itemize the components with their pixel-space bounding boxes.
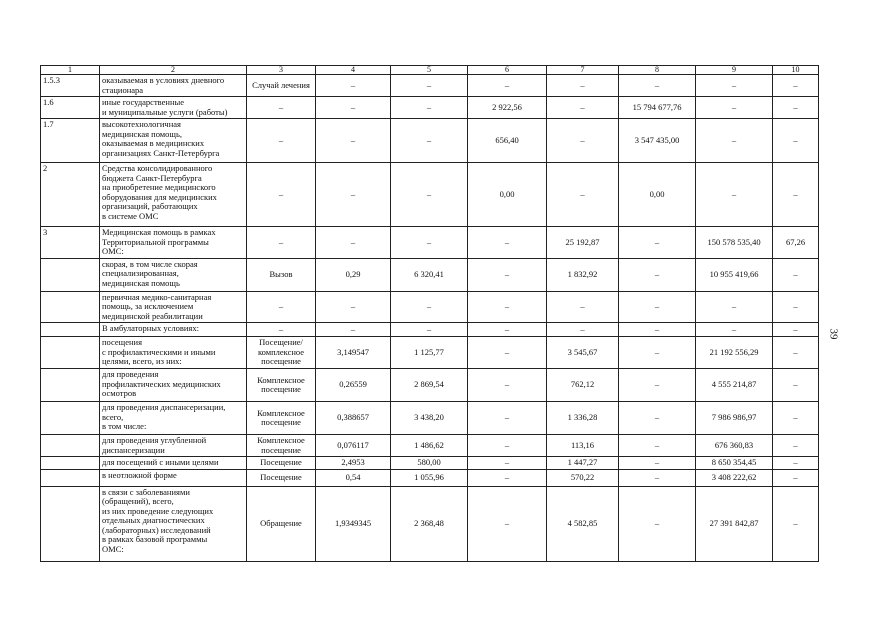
table-cell: в неотложной форме xyxy=(100,469,247,486)
table-cell: 27 391 842,87 xyxy=(696,486,773,561)
table-cell: – xyxy=(619,402,696,435)
table-cell: Случай лечения xyxy=(247,75,316,97)
table-cell: – xyxy=(619,369,696,402)
table-cell: для посещений с иными целями xyxy=(100,457,247,470)
table-cell: – xyxy=(247,227,316,259)
table-cell: – xyxy=(773,75,819,97)
table-cell: 1 055,96 xyxy=(391,469,468,486)
table-cell: 25 192,87 xyxy=(547,227,619,259)
table-cell xyxy=(41,369,100,402)
table-cell: – xyxy=(773,435,819,457)
table-cell: 0,29 xyxy=(316,258,391,291)
table-row xyxy=(41,163,819,227)
header-row xyxy=(41,66,819,75)
table-cell: – xyxy=(391,323,468,337)
table-row xyxy=(41,97,819,119)
table-cell: – xyxy=(619,457,696,470)
table-cell xyxy=(41,258,100,291)
table-cell: – xyxy=(773,457,819,470)
table-row xyxy=(41,119,819,163)
table-row xyxy=(41,457,819,470)
table-cell xyxy=(41,323,100,337)
table-cell: 1 832,92 xyxy=(547,258,619,291)
table-cell: – xyxy=(619,486,696,561)
header-cell: 6 xyxy=(468,66,547,75)
table-cell: 113,16 xyxy=(547,435,619,457)
table-row xyxy=(41,337,819,369)
table-cell: 4 555 214,87 xyxy=(696,369,773,402)
table-cell: Медицинская помощь в рамках Территориальной программы ОМС: xyxy=(100,227,247,259)
table-cell: – xyxy=(247,323,316,337)
table-cell: – xyxy=(391,97,468,119)
table-cell: Комплексное посещение xyxy=(247,369,316,402)
table-cell xyxy=(41,469,100,486)
table-cell: 7 986 986,97 xyxy=(696,402,773,435)
table-cell: 3 438,20 xyxy=(391,402,468,435)
table-cell: – xyxy=(468,75,547,97)
table-cell: – xyxy=(696,323,773,337)
table-cell: – xyxy=(696,119,773,163)
table-cell: 0,00 xyxy=(468,163,547,227)
table-cell: 0,00 xyxy=(619,163,696,227)
table-cell: 1 125,77 xyxy=(391,337,468,369)
table-cell: – xyxy=(391,75,468,97)
table-cell: 1 336,28 xyxy=(547,402,619,435)
table-cell: – xyxy=(547,97,619,119)
table-cell: 2 368,48 xyxy=(391,486,468,561)
table-cell: 0,076117 xyxy=(316,435,391,457)
table-cell: В амбулаторных условиях: xyxy=(100,323,247,337)
table-cell: – xyxy=(773,402,819,435)
table-cell: 4 582,85 xyxy=(547,486,619,561)
table-cell xyxy=(41,435,100,457)
table-cell: 150 578 535,40 xyxy=(696,227,773,259)
header-cell: 9 xyxy=(696,66,773,75)
table-cell: – xyxy=(316,291,391,323)
table-cell: – xyxy=(619,469,696,486)
table-cell: Обращение xyxy=(247,486,316,561)
table-cell: – xyxy=(773,97,819,119)
table-cell: 656,40 xyxy=(468,119,547,163)
table-cell: – xyxy=(316,75,391,97)
table-cell: 1.5.3 xyxy=(41,75,100,97)
table-cell: – xyxy=(247,291,316,323)
header-cell: 3 xyxy=(247,66,316,75)
table-cell: – xyxy=(619,323,696,337)
table-cell: скорая, в том числе скорая специализированная, медицинская помощь xyxy=(100,258,247,291)
table-cell: – xyxy=(547,163,619,227)
table-cell: – xyxy=(247,119,316,163)
table-cell: – xyxy=(619,291,696,323)
table-row xyxy=(41,435,819,457)
table-cell: 580,00 xyxy=(391,457,468,470)
table-cell: 676 360,83 xyxy=(696,435,773,457)
table-cell: – xyxy=(468,486,547,561)
table-cell: – xyxy=(696,97,773,119)
table-cell: Посещение xyxy=(247,457,316,470)
table-cell: – xyxy=(619,337,696,369)
table-cell: – xyxy=(619,227,696,259)
table-cell: – xyxy=(773,486,819,561)
table-cell: первичная медико-санитарная помощь, за исключением медицинской реабилитации xyxy=(100,291,247,323)
table-cell: 0,26559 xyxy=(316,369,391,402)
table-cell xyxy=(41,337,100,369)
table-cell: 8 650 354,45 xyxy=(696,457,773,470)
table-cell: – xyxy=(468,369,547,402)
table-cell: – xyxy=(468,435,547,457)
table-cell: – xyxy=(696,75,773,97)
table-cell: 762,12 xyxy=(547,369,619,402)
table-cell: в связи с заболеваниями (обращений), всего, из них проведение следующих отдельных диагностических (лабораторных) исследований в рамках базовой программы ОМС: xyxy=(100,486,247,561)
table-cell: Комплексное посещение xyxy=(247,402,316,435)
table-row xyxy=(41,291,819,323)
table-row xyxy=(41,402,819,435)
table-cell: – xyxy=(773,323,819,337)
table-cell: – xyxy=(316,119,391,163)
table-cell: – xyxy=(773,337,819,369)
table-cell: – xyxy=(316,227,391,259)
table-cell: – xyxy=(468,337,547,369)
budget-table xyxy=(40,65,819,562)
table-cell: – xyxy=(391,163,468,227)
table-cell: – xyxy=(391,291,468,323)
table-cell: 2 869,54 xyxy=(391,369,468,402)
table-cell: – xyxy=(468,291,547,323)
table-cell: 3 547 435,00 xyxy=(619,119,696,163)
table-cell: – xyxy=(468,402,547,435)
table-cell: – xyxy=(619,435,696,457)
table-cell: – xyxy=(247,97,316,119)
header-cell: 7 xyxy=(547,66,619,75)
table-row xyxy=(41,469,819,486)
header-cell: 10 xyxy=(773,66,819,75)
table-cell: 67,26 xyxy=(773,227,819,259)
table-cell: 2 xyxy=(41,163,100,227)
table-cell xyxy=(41,291,100,323)
page-number: 39 xyxy=(827,328,840,340)
table-cell: Средства консолидированного бюджета Санкт-Петербурга на приобретение медицинского оборудования для медицинских организаций, работающих в системе ОМС xyxy=(100,163,247,227)
table-row xyxy=(41,323,819,337)
table-cell: 1 447,27 xyxy=(547,457,619,470)
header-cell: 4 xyxy=(316,66,391,75)
table-cell: 1.7 xyxy=(41,119,100,163)
table-cell: – xyxy=(468,258,547,291)
table-row xyxy=(41,75,819,97)
header-cell: 1 xyxy=(41,66,100,75)
table-row xyxy=(41,227,819,259)
table-cell: 3,149547 xyxy=(316,337,391,369)
table-cell: – xyxy=(619,75,696,97)
table-cell: – xyxy=(773,119,819,163)
table-cell: – xyxy=(468,457,547,470)
table-cell: – xyxy=(773,258,819,291)
table-cell: 570,22 xyxy=(547,469,619,486)
table-cell: – xyxy=(619,258,696,291)
header-cell: 8 xyxy=(619,66,696,75)
table-cell: 2,4953 xyxy=(316,457,391,470)
table-cell xyxy=(41,402,100,435)
table-row xyxy=(41,486,819,561)
table-cell: 3 545,67 xyxy=(547,337,619,369)
table-cell: 0,54 xyxy=(316,469,391,486)
table-cell: для проведения профилактических медицинских осмотров xyxy=(100,369,247,402)
table-cell: Вызов xyxy=(247,258,316,291)
table-cell: – xyxy=(391,119,468,163)
table-cell: 21 192 556,29 xyxy=(696,337,773,369)
table-cell: иные государственные и муниципальные услуги (работы) xyxy=(100,97,247,119)
table-cell: 10 955 419,66 xyxy=(696,258,773,291)
table-cell: – xyxy=(547,291,619,323)
table-cell: – xyxy=(773,469,819,486)
table-cell: – xyxy=(547,323,619,337)
table-cell: 1.6 xyxy=(41,97,100,119)
table-cell: – xyxy=(773,369,819,402)
table-cell: – xyxy=(468,469,547,486)
table-cell: – xyxy=(696,163,773,227)
table-cell: 2 922,56 xyxy=(468,97,547,119)
table-cell: 3 408 222,62 xyxy=(696,469,773,486)
table-cell: оказываемая в условиях дневного стационара xyxy=(100,75,247,97)
table-cell: 1,9349345 xyxy=(316,486,391,561)
table-cell: 3 xyxy=(41,227,100,259)
header-cell: 5 xyxy=(391,66,468,75)
header-cell: 2 xyxy=(100,66,247,75)
table-cell: Посещение xyxy=(247,469,316,486)
table-cell: для проведения углубленной диспансеризации xyxy=(100,435,247,457)
table-cell: – xyxy=(547,119,619,163)
table-cell: – xyxy=(773,291,819,323)
table-cell xyxy=(41,457,100,470)
table-cell: Посещение/ комплексное посещение xyxy=(247,337,316,369)
table-cell xyxy=(41,486,100,561)
table-cell: 1 486,62 xyxy=(391,435,468,457)
table-cell: 0,388657 xyxy=(316,402,391,435)
table-cell: 15 794 677,76 xyxy=(619,97,696,119)
table-cell: для проведения диспансеризации, всего, в том числе: xyxy=(100,402,247,435)
table-row xyxy=(41,258,819,291)
table-cell: 6 320,41 xyxy=(391,258,468,291)
table-cell: – xyxy=(468,227,547,259)
table-cell: высокотехнологичная медицинская помощь, оказываемая в медицинских организациях Санкт-Петербурга xyxy=(100,119,247,163)
table-cell: – xyxy=(547,75,619,97)
table-cell: – xyxy=(316,163,391,227)
table-cell: – xyxy=(247,163,316,227)
table-cell: – xyxy=(696,291,773,323)
table-cell: – xyxy=(773,163,819,227)
table-cell: – xyxy=(391,227,468,259)
table-cell: посещения с профилактическими и иными целями, всего, из них: xyxy=(100,337,247,369)
table-cell: Комплексное посещение xyxy=(247,435,316,457)
table-cell: – xyxy=(316,97,391,119)
table-row xyxy=(41,369,819,402)
table-cell: – xyxy=(316,323,391,337)
table-cell: – xyxy=(468,323,547,337)
